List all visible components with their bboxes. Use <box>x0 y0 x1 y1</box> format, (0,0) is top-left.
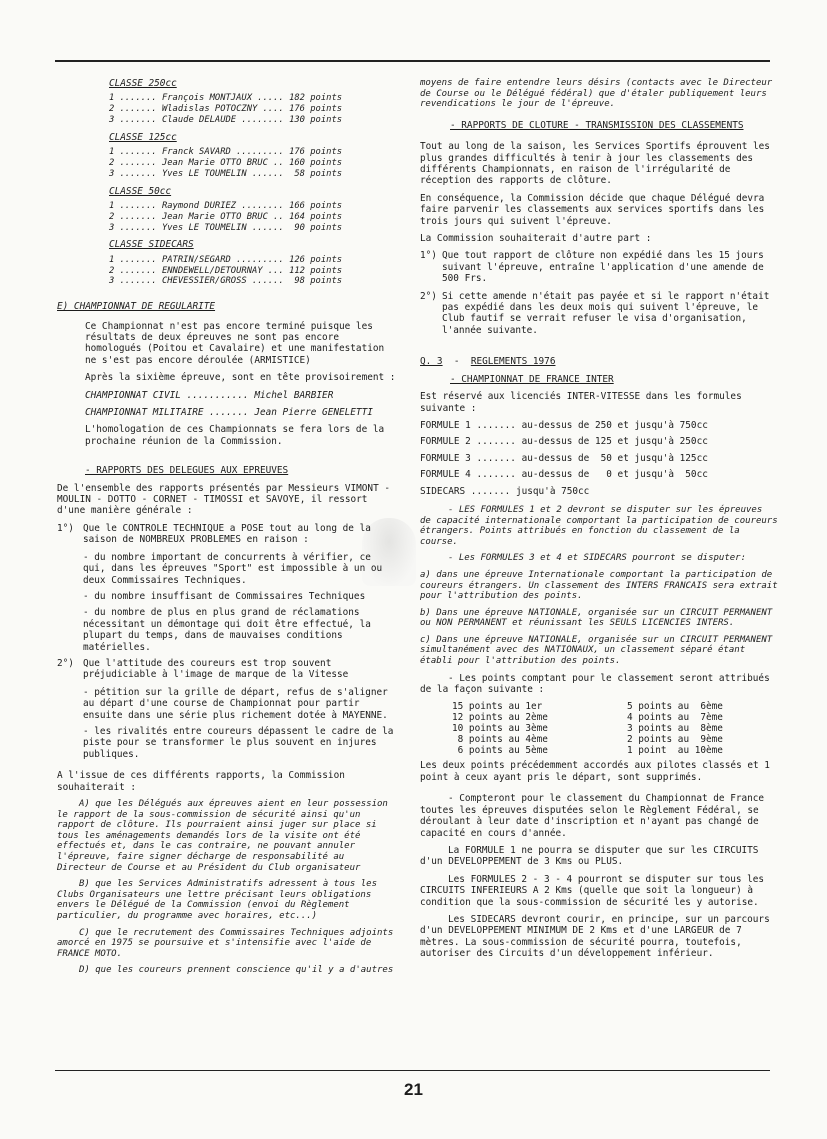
rank-row: 2 ....... Jean Marie OTTO BRUC .. 160 points <box>109 158 343 168</box>
formules-3-4-intro: - Les FORMULES 3 et 4 et SIDECARS pourront se disputer: <box>448 553 747 564</box>
class-title: CLASSE 50cc <box>109 185 172 197</box>
sub-item: - du nombre insuffisant de Commissaires Techniques <box>83 590 366 602</box>
formula-row: FORMULE 3 ....... au-dessus de 50 et jusqu'à 125cc <box>420 452 708 464</box>
delegues-item-1 <box>57 523 397 546</box>
formula-row: FORMULE 1 ....... au-dessus de 250 et jusqu'à 750cc <box>420 419 708 431</box>
q3-title: REGLEMENTS 1976 <box>470 356 556 368</box>
rank-row: 1 ....... PATRIN/SEGARD ......... 126 points <box>109 254 343 265</box>
wish-a: A) que les Délégués aux épreuves aient en leur possession le rapport de la sous-commission de sécurité ainsi qu'un rapport de clôture. Ils pourraient ainsi juger sur place si tous les aménagements demandés lors de la visite ont été effectués et, dans le cas contraire, ne pouvant annuler l'épreuve, faire signer décharge de responsabilité au Directeur de Course et au Président du Club organisateur <box>57 799 388 873</box>
cloture-p1: Tout au long de la saison, les Services Sportifs éprouvent les plus grandes difficultés à tenir à jour les classements des différents Championnats, en raison de l'irrégularité de réception des rapports de clôture. <box>420 141 770 187</box>
formules-1-2: - LES FORMULES 1 et 2 devront se disputer sur les épreuves de capacité internationale comportant la participation de coureurs étrangers. Points attribués en fonction du classement de la course. <box>420 504 778 547</box>
rank-row: 3 ....... Yves LE TOUMELIN ...... 58 points <box>109 168 343 179</box>
rank-row: 1 ....... Raymond DURIEZ ........ 166 points <box>109 201 343 211</box>
points-row: 10 points au 3ème <box>452 723 548 735</box>
item-text: Que l'attitude des coureurs est trop souvent préjudiciable à l'image de marque de la Vitesse <box>83 657 349 681</box>
rank-row: 2 ....... Jean Marie OTTO BRUC .. 164 points <box>109 211 343 222</box>
cloture-item-2 <box>420 291 778 337</box>
sub-item: - du nombre de plus en plus grand de réclamations nécessitant un démontage qui doit être effectué, la plupart du temps, dans de mauvaises conditions matérielles. <box>83 607 371 653</box>
item-text: Si cette amende n'était pas payée et si le rapport n'était pas expédié dans les deux mois qui suivent l'épreuve, le Club fautif se verrait refuser le visa d'organisation, l'année suivante. <box>442 290 770 336</box>
points-note: Les deux points précédemment accordés aux pilotes classés et 1 point à ceux ayant pris le départ, sont supprimés. <box>420 760 770 783</box>
regularite-title: E) CHAMPIONNAT DE REGULARITE <box>57 301 216 313</box>
formules-3-4-a: a) dans une épreuve Internationale comportant la participation de coureurs étrangers. Un classement des INTERS FRANCAIS sera extrait pour l'attribution des points. <box>420 569 778 602</box>
sub-item: - les rivalités entre coureurs dépassent le cadre de la piste pour se transformer le plus souvent en injures publiques. <box>83 725 394 760</box>
q3-number: Q. 3 <box>420 356 443 368</box>
formules-3-4-c: c) Dans une épreuve NATIONALE, organisée sur un CIRCUIT PERMANENT simultanément avec des NATIONAUX, un classement séparé étant établi pour l'attribution des points. <box>420 634 773 667</box>
wish-c: C) que le recrutement des Commissaires Techniques adjoints amorcé en 1975 se poursuive et s'intensifie avec l'aide de FRANCE MOTO. <box>57 927 394 959</box>
formules-3-4-b: b) Dans une épreuve NATIONALE, organisée sur un CIRCUIT PERMANENT ou NON PERMANENT et réunissant les SEULS LICENCIES INTERS. <box>420 607 773 629</box>
sidecars-text: Les SIDECARS devront courir, en principe, sur un parcours d'un DEVELOPPEMENT MINIMUM DE 2 Kms et d'une LARGEUR de 7 mètres. La sous-commission de sécurité pourra, toutefois, autoriser des Circuits d'un développement inférieur. <box>420 913 770 960</box>
delegues-title: - RAPPORTS DES DELEGUES AUX EPREUVES <box>85 465 289 477</box>
sub-item: - pétition sur la grille de départ, refus de s'aligner au départ d'une course de Championnat pour partir ensuite dans une série plus richement dotée à MAYENNE. <box>83 686 388 721</box>
rank-row: 2 ....... Wladislas POTOCZNY .... 176 points <box>109 104 343 115</box>
top-rule <box>55 60 770 62</box>
points-row: 2 points au 9ème <box>627 734 723 746</box>
formula-row: FORMULE 2 ....... au-dessus de 125 et jusqu'à 250cc <box>420 436 708 448</box>
inter-title: - CHAMPIONNAT DE FRANCE INTER <box>450 373 614 385</box>
continued-text: moyens de faire entendre leurs désirs (contacts avec le Directeur de Course ou le Délégué fédéral) que d'étaler publiquement leurs revendications le jour de l'épreuve. <box>420 78 773 110</box>
class-title: CLASSE SIDECARS <box>109 239 194 251</box>
compteront-text: - Compteront pour le classement du Championnat de France toutes les épreuves disputées selon le Règlement Fédéral, se déroulant à leur date d'inscription et n'ayant pas changé de capacité en cours d'année. <box>420 793 765 839</box>
class-title: CLASSE 250cc <box>109 78 177 89</box>
points-row: 4 points au 7ème <box>627 712 723 724</box>
right-column <box>420 78 778 966</box>
points-table <box>452 701 778 756</box>
page-number: 21 <box>404 1080 423 1099</box>
results-250 <box>109 78 397 126</box>
item-number: 1°) <box>57 522 74 534</box>
left-column <box>57 78 397 982</box>
bottom-rule <box>55 1070 770 1071</box>
item-number: 2°) <box>57 657 74 669</box>
results-125 <box>109 132 397 180</box>
formule-1-circuits: La FORMULE 1 ne pourra se disputer que sur les CIRCUITS d'un DEVELOPPEMENT de 3 Kms ou PLUS. <box>420 844 759 868</box>
delegues-intro: De l'ensemble des rapports présentés par Messieurs VIMONT - MOULIN - DOTTO - CORNET - TIMOSSI et SAVOYE, il ressort d'une manière générale : <box>57 482 391 517</box>
results-50 <box>109 186 397 234</box>
item-text: Que tout rapport de clôture non expédié dans les 15 jours suivant l'épreuve, entraîne l'application d'une amende de 500 Frs. <box>442 250 764 285</box>
cloture-item-1 <box>420 250 778 284</box>
points-row: 6 points au 5ème <box>452 745 548 757</box>
wish-d: D) que les coureurs prennent conscience qu'il y a d'autres <box>79 965 394 976</box>
rank-row: 1 ....... Franck SAVARD ......... 176 points <box>109 147 343 158</box>
item-text: Que le CONTROLE TECHNIQUE a POSE tout au long de la saison de NOMBREUX PROBLEMES en raison : <box>83 522 371 546</box>
points-row: 8 points au 4ème <box>452 734 548 746</box>
championnat-civil: CHAMPIONNAT CIVIL ........... Michel BARBIER <box>85 389 334 401</box>
points-row: 12 points au 2ème <box>452 712 548 724</box>
cloture-p3: La Commission souhaiterait d'autre part : <box>420 233 652 245</box>
results-sidecars <box>109 239 397 287</box>
championnat-militaire: CHAMPIONNAT MILITAIRE ....... Jean Pierre GENELETTI <box>85 407 373 419</box>
rank-row: 3 ....... Claude DELAUDE ........ 130 points <box>109 115 343 125</box>
class-title: CLASSE 125cc <box>109 131 177 143</box>
regularite-p1: Ce Championnat n'est pas encore terminé puisque les résultats de deux épreuves ne sont pas encore homologués (Poitou et Cavalaire) et une manifestation ne s'est pas encore déroulée (ARMISTICE) <box>85 320 385 366</box>
item-number: 1°) <box>420 250 437 262</box>
item-number: 2°) <box>420 290 437 302</box>
points-row: 15 points au 1er <box>452 701 543 713</box>
points-row: 1 point au 10ème <box>627 745 723 757</box>
regularite-p3: L'homologation de ces Championnats se fera lors de la prochaine réunion de la Commission. <box>85 424 385 447</box>
cloture-p2: En conséquence, la Commission décide que chaque Délégué devra faire parvenir les classements aux services sportifs dans les trois jours qui suivent l'épreuve. <box>420 192 765 227</box>
points-row: 5 points au 6ème <box>627 701 723 713</box>
sub-item: - du nombre important de concurrents à vérifier, ce qui, dans les épreuves "Sport" est impossible à un ou deux Commissaires Techniques. <box>83 551 383 586</box>
rank-row: 3 ....... Yves LE TOUMELIN ...... 90 points <box>109 222 343 233</box>
points-row: 3 points au 8ème <box>627 723 723 735</box>
formules-234-circuits: Les FORMULES 2 - 3 - 4 pourront se disputer sur tous les CIRCUITS INFERIEURS A 2 Kms (quelle que soit la longueur) à condition que la sous-commission de sécurité les y autorise. <box>420 873 765 908</box>
rank-row: 1 ....... François MONTJAUX ..... 182 points <box>109 93 343 104</box>
formula-row: FORMULE 4 ....... au-dessus de 0 et jusqu'à 50cc <box>420 469 708 481</box>
regularite-p2: Après la sixième épreuve, sont en tête provisoirement : <box>85 372 396 384</box>
formula-row: SIDECARS ....... jusqu'à 750cc <box>420 485 590 497</box>
cloture-title: - RAPPORTS DE CLOTURE - TRANSMISSION DES CLASSEMENTS <box>450 119 744 131</box>
rank-row: 3 ....... CHEVESSIER/GROSS ...... 98 points <box>109 276 343 287</box>
inter-intro: Est réservé aux licenciés INTER-VITESSE dans les formules suivante : <box>420 391 742 414</box>
points-intro: - Les points comptant pour le classement seront attribués de la façon suivante : <box>420 672 770 696</box>
issue-text: A l'issue de ces différents rapports, la Commission souhaiterait : <box>57 770 345 793</box>
wish-b: B) que les Services Administratifs adressent à tous les Clubs Organisateurs une lettre précisant leurs obligations envers le Délégué de la Commission (envoi du Règlement particulier, du programme avec horaires, etc...) <box>57 879 378 921</box>
q3-heading: Q. 3 - REGLEMENTS 1976 <box>420 356 556 368</box>
delegues-item-2 <box>57 658 397 681</box>
rank-row: 2 ....... ENNDEWELL/DETOURNAY ... 112 points <box>109 265 343 276</box>
